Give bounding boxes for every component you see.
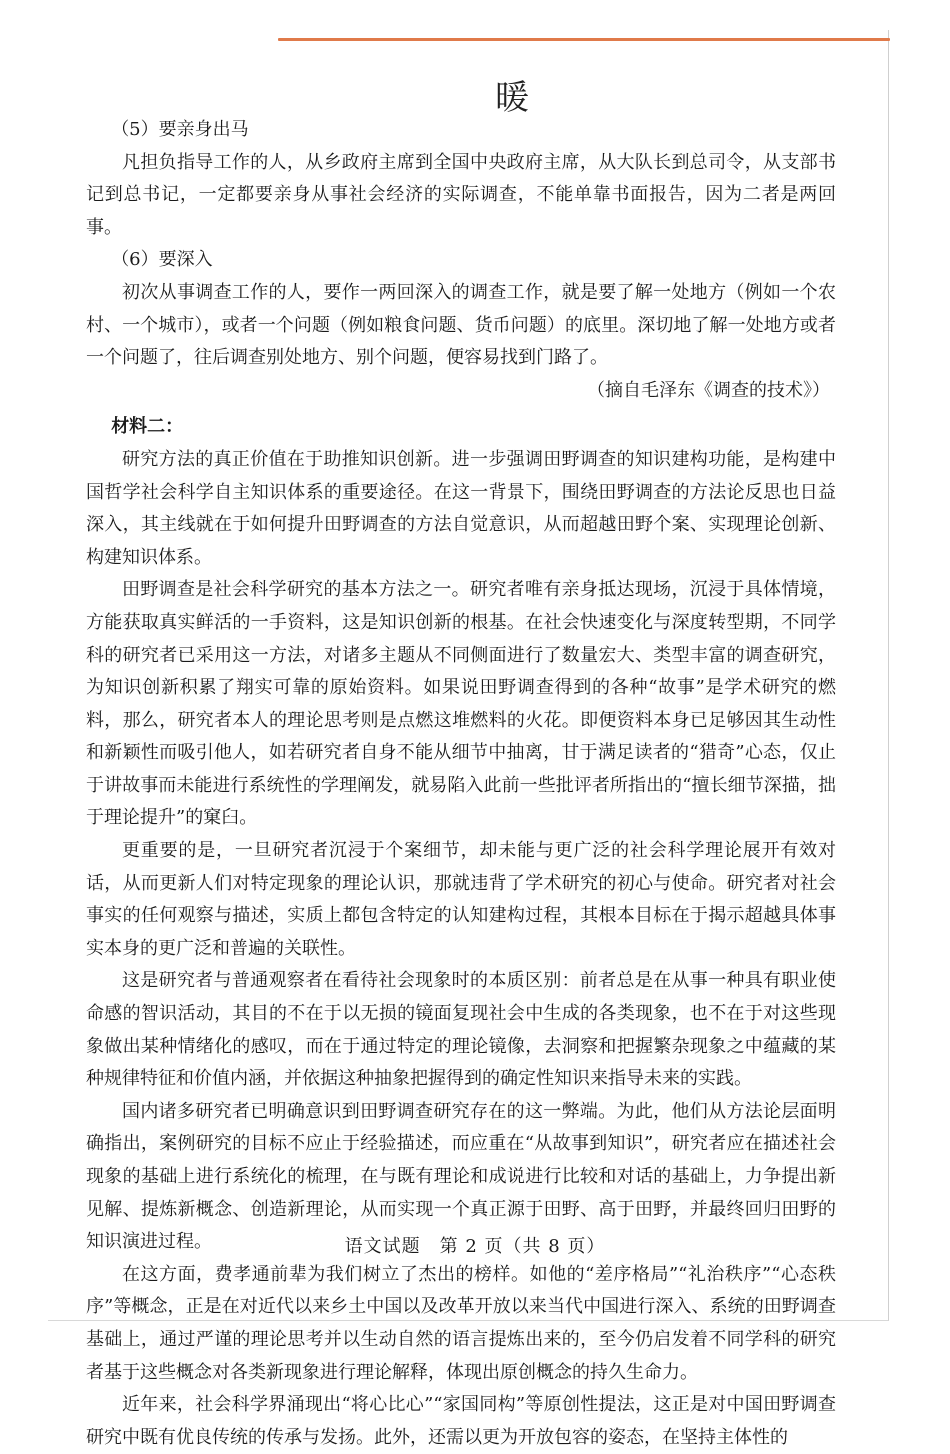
material2-paragraph: 近年来，社会科学界涌现出“将心比心”“家国同构”等原创性提法，这正是对中国田野调查研究中既有优良传统的传承与发扬。此外，还需以更为开放包容的姿态，在坚持主体性的 [86, 1394, 836, 1448]
material1-source: （摘自毛泽东《调查的技术》） [587, 379, 830, 401]
material2-paragraph: 国内诸多研究者已明确意识到田野调查研究存在的这一弊端。为此，他们从方法论层面明确指出，案例研究的目标不应止于经验描述，而应重在“从故事到知识”，研究者应在描述社会现象的基础上进行系统化的梳理，在与既有理论和成说进行比较和对话的基础上，力争提出新见解、提炼新概念、创造新理论，从而实现一个真正源于田野、高于田野，并最终回归田野的知识演进过程。 [86, 1100, 836, 1253]
handwritten-mark: 暖 [495, 78, 529, 118]
material1-heading-6: （6）要深入 [111, 249, 213, 271]
material1-heading-5: （5）要亲身出马 [111, 119, 249, 140]
material2-paragraph: 更重要的是，一旦研究者沉浸于个案细节，却未能与更广泛的社会科学理论展开有效对话，从而更新人们对特定现象的理论认识，那就违背了学术研究的初心与使命。研究者对社会事实的任何观察与描述，实质上都包含特定的认知建构过程，其根本目标在于揭示超越具体事实本身的更广泛和普遍的关联性。 [86, 840, 836, 959]
page-footer: 语文试题 第 2 页（共 8 页） [344, 1236, 606, 1257]
material2-paragraph: 这是研究者与普通观察者在看待社会现象时的本质区别：前者总是在从事一种具有职业使命感的智识活动，其目的不在于以无损的镜面复现社会中生成的各类现象，也不在于对这些现象做出某种情绪化的感叹，而在于通过特定的理论镜像，去洞察和把握繁杂现象之中蕴藏的某种规律特征和价值内涵，并依据这种抽象把握得到的确定性知识来指导未来的实践。 [86, 970, 836, 1090]
material2-title: 材料二： [111, 416, 184, 438]
top-rule [278, 38, 890, 41]
material1-paragraph-6: 初次从事调查工作的人，要作一两回深入的调查工作，就是要了解一处地方（例如一个农村、一个城市），或者一个问题（例如粮食问题、货币问题）的底里。深切地了解一处地方或者一个问题了，往后调查别处地方、别个问题，便容易找到门路了。 [86, 281, 836, 369]
material1-paragraph-5: 凡担负指导工作的人，从乡政府主席到全国中央政府主席，从大队长到总司令，从支部书记到总书记，一定都要亲身从事社会经济的实际调查，不能单靠书面报告，因为二者是两回事。 [86, 151, 836, 238]
material2-paragraph: 田野调查是社会科学研究的基本方法之一。研究者唯有亲身抵达现场，沉浸于具体情境，方能获取真实鲜活的一手资料，这是知识创新的根基。在社会快速变化与深度转型期，不同学科的研究者已采用这一方法，对诸多主题从不同侧面进行了数量宏大、类型丰富的调查研究，为知识创新积累了翔实可靠的原始资料。如果说田野调查得到的各种“故事”是学术研究的燃料，那么，研究者本人的理论思考则是点燃这堆燃料的火花。即便资料本身已足够因其生动性和新颖性而吸引他人，如若研究者自身不能从细节中抽离，甘于满足读者的“猎奇”心态，仅止于讲故事而未能进行系统性的学理阐发，就易陷入此前一些批评者所指出的“擅长细节深描，拙于理论提升”的窠臼。 [86, 579, 836, 829]
material2-paragraph: 研究方法的真正价值在于助推知识创新。进一步强调田野调查的知识建构功能，是构建中国哲学社会科学自主知识体系的重要途径。在这一背景下，围绕田野调查的方法论反思也日益深入，其主线就在于如何提升田野调查的方法自觉意识，从而超越田野个案、实现理论创新、构建知识体系。 [86, 448, 836, 568]
material2-paragraph: 在这方面，费孝通前辈为我们树立了杰出的榜样。如他的“差序格局”“礼治秩序”“心态秩序”等概念，正是在对近代以来乡土中国以及改革开放以来当代中国进行深入、系统的田野调查基础上，通过严谨的理论思考并以生动自然的语言提炼出来的，至今仍启发着不同学科的研究者基于这些概念对各类新现象进行理论解释，体现出原创概念的持久生命力。 [86, 1263, 836, 1383]
